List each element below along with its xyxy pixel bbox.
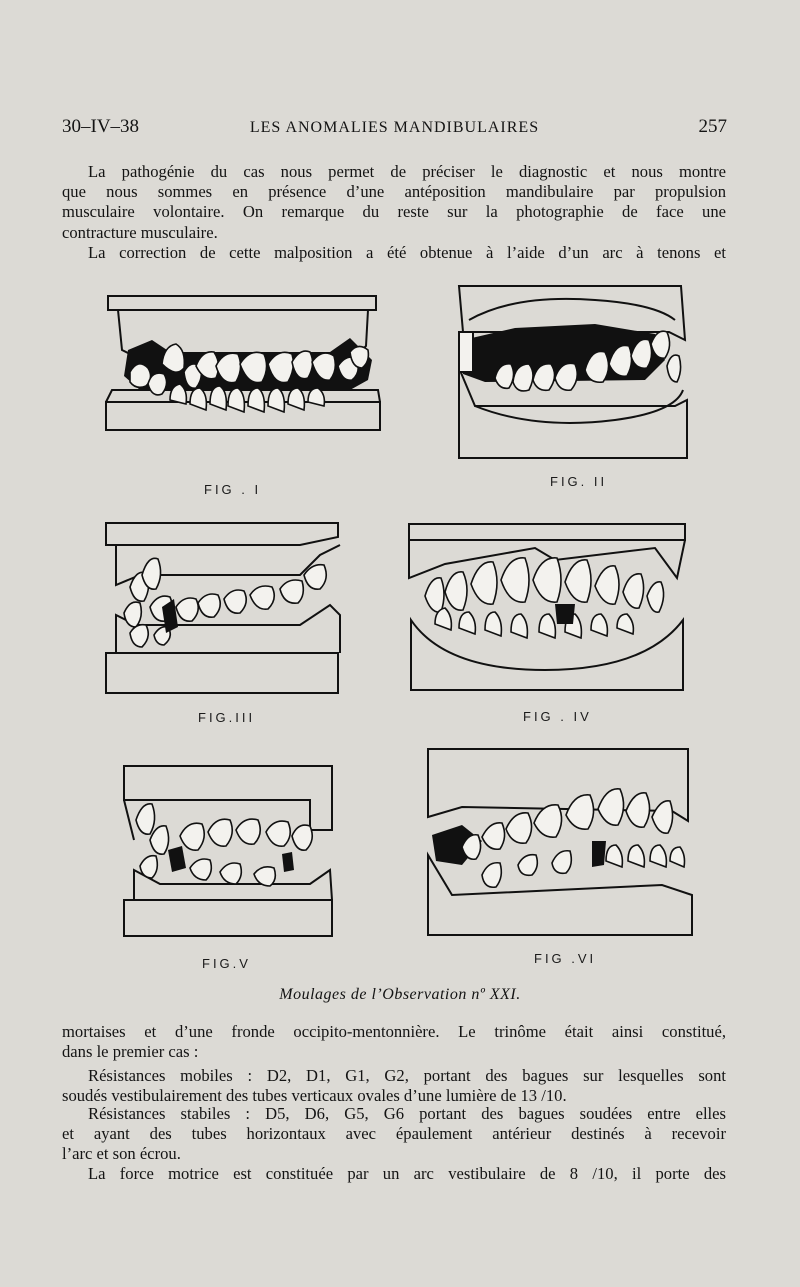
figure-label: FIG . IV [523,709,592,724]
figure-label: FIG .VI [534,951,597,966]
dental-cast-drawing [405,520,695,700]
text-line: Résistances stabiles : D5, D6, G5, G6 portant des bagues soudées entre elles [88,1104,726,1123]
text-line: Résistances mobiles : D2, D1, G1, G2, portant des bagues sur lesquelles sont [88,1066,726,1085]
figure-5-dental-cast [120,760,345,971]
text-line: dans le premier cas : [62,1042,199,1062]
header-title: LES ANOMALIES MANDIBULAIRES [249,119,540,136]
dental-cast-drawing [120,760,345,940]
dental-cast-drawing [100,290,390,440]
header-date: 30–IV–38 [62,116,140,137]
text-line: La correction de cette malposition a été obtenue à l’aide d’un arc à tenons et [88,243,726,262]
figure-label: FIG.III [198,710,256,725]
figure-2-dental-cast [455,280,695,489]
text-line: contracture musculaire. [62,222,218,242]
figure-1-dental-cast [100,290,390,497]
dental-cast-drawing [455,280,695,465]
text-line: et ayant des tubes horizontaux avec épaulement antérieur destinés à recevoir [62,1124,726,1144]
text-line: mortaises et d’une fronde occipito-mentonnière. Le trinôme était ainsi constitué, [62,1022,726,1041]
paragraph-correction [62,243,726,263]
paragraph-force-motrice [62,1164,726,1184]
paragraph-pathogenie [62,162,726,243]
text-line: La force motrice est constituée par un arc vestibulaire de 8 /10, il porte des [88,1164,726,1183]
figure-3-dental-cast [100,515,350,725]
figure-label: FIG . I [204,482,262,497]
running-header [62,116,727,140]
figure-6-dental-cast [422,745,702,966]
dental-cast-drawing [100,515,350,700]
page-number: 257 [698,116,727,137]
figure-label: FIG. II [550,474,608,489]
text-line: La pathogénie du cas nous permet de préciser le diagnostic et nous montre [88,162,726,181]
paragraph-resistances-stabiles [62,1104,726,1165]
figure-4-dental-cast [405,520,695,724]
text-line: que nous sommes en présence d’une antéposition mandibulaire par propulsion [62,182,726,202]
text-line: soudés vestibulairement des tubes verticaux ovales d’une lumière de 13 /10. [62,1086,567,1106]
text-line: musculaire volontaire. On remarque du reste sur la photographie de face une [62,202,726,222]
figure-label: FIG.V [202,956,251,971]
dental-cast-drawing [422,745,702,940]
figure-caption: Moulages de l’Observation nº XXI. [279,986,521,1003]
text-line: l’arc et son écrou. [62,1144,181,1164]
paragraph-resistances-mobiles [62,1066,726,1106]
paragraph-trinome [62,1022,726,1062]
